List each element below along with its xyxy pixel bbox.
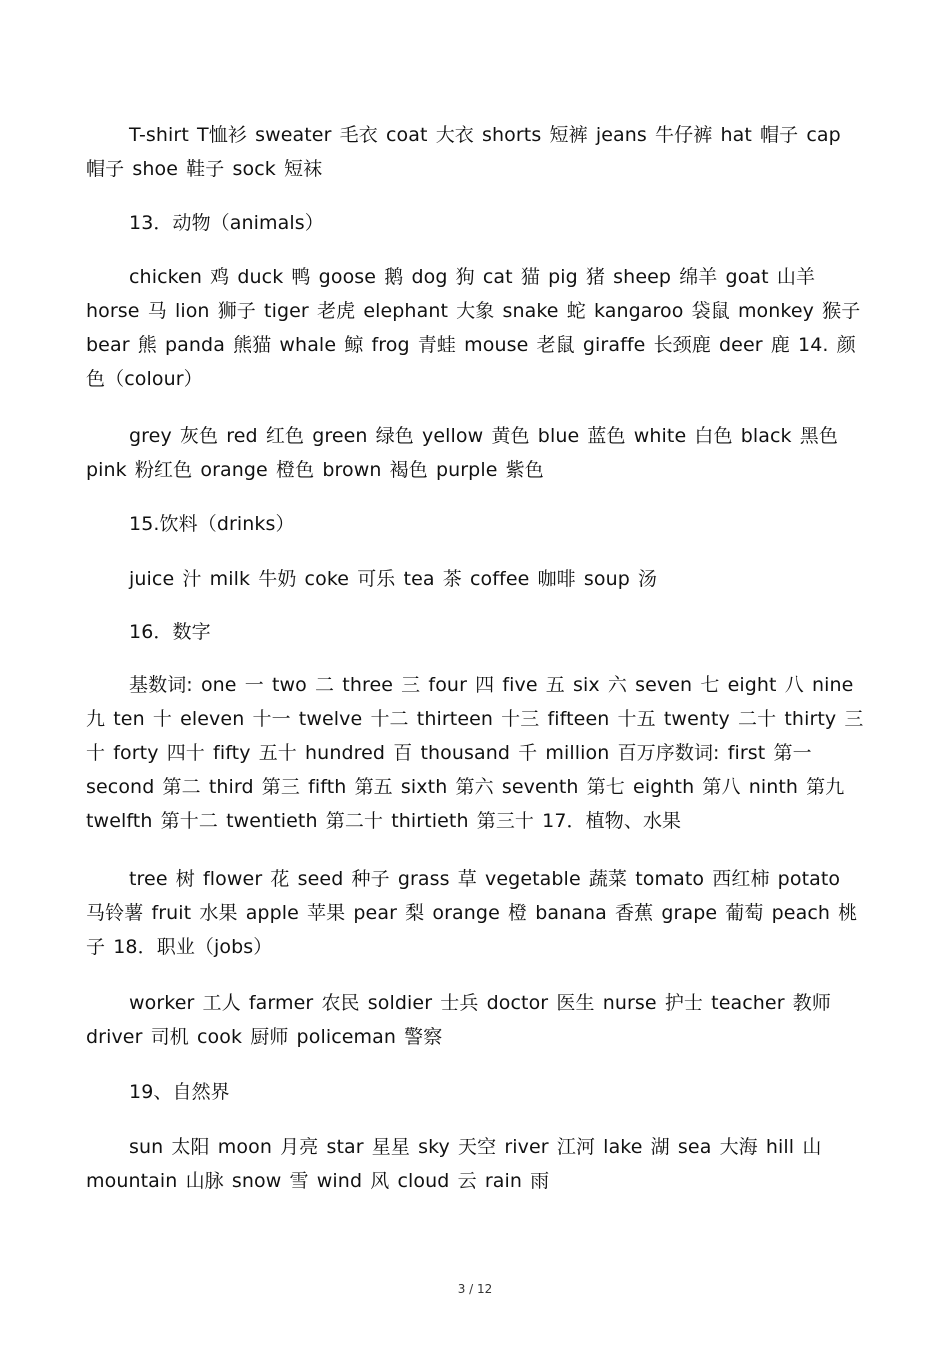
- paragraph-numbers: 基数词: one 一 two 二 three 三 four 四 five 五 six 六 seven 七 eight 八 nine 九 ten 十 eleven 十一 twelve 十二 thirteen 十三 fifteen 十五 twenty 二十 thirty 三十 forty 四十 fifty 五十 hundred 百 thousand 千 million 百万序数词: first 第一 second 第二 third 第三 fifth 第五 sixth 第六 seventh 第七 eighth 第八 ninth 第九 twelfth 第十二 twentieth 第二十 thirtieth 第三十 17．植物、水果: [86, 674, 864, 832]
- heading-numbers: 16．数字: [129, 621, 211, 643]
- paragraph-colours: grey 灰色 red 红色 green 绿色 yellow 黄色 blue 蓝色 white 白色 black 黑色 pink 粉红色 orange 橙色 brown 褐色 purple 紫色: [86, 425, 838, 481]
- heading-animals: 13．动物（animals）: [129, 212, 324, 234]
- paragraph-clothes: T-shirt T恤衫 sweater 毛衣 coat 大衣 shorts 短裤 jeans 牛仔裤 hat 帽子 cap 帽子 shoe 鞋子 sock 短袜: [86, 124, 841, 180]
- paragraph-drinks: juice 汁 milk 牛奶 coke 可乐 tea 茶 coffee 咖啡 soup 汤: [129, 568, 658, 590]
- heading-nature: 19、自然界: [129, 1081, 230, 1103]
- paragraph-plants-fruits: tree 树 flower 花 seed 种子 grass 草 vegetable 蔬菜 tomato 西红柿 potato 马铃薯 fruit 水果 apple 苹果 pear 梨 orange 橙 banana 香蕉 grape 葡萄 peach 桃子 18．职业（jobs）: [86, 868, 858, 958]
- paragraph-nature: sun 太阳 moon 月亮 star 星星 sky 天空 river 江河 lake 湖 sea 大海 hill 山 mountain 山脉 snow 雪 wind 风 cloud 云 rain 雨: [86, 1136, 822, 1192]
- page-number: 3 / 12: [457, 1282, 493, 1296]
- paragraph-animals: chicken 鸡 duck 鸭 goose 鹅 dog 狗 cat 猫 pig 猪 sheep 绵羊 goat 山羊 horse 马 lion 狮子 tiger 老虎 elephant 大象 snake 蛇 kangaroo 袋鼠 monkey 猴子 bear 熊 panda 熊猫 whale 鲸 frog 青蛙 mouse 老鼠 giraffe 长颈鹿 deer 鹿 14. 颜色（colour）: [86, 266, 861, 390]
- paragraph-jobs: worker 工人 farmer 农民 soldier 士兵 doctor 医生 nurse 护士 teacher 教师 driver 司机 cook 厨师 policeman 警察: [86, 992, 831, 1048]
- heading-drinks: 15.饮料（drinks）: [129, 513, 295, 535]
